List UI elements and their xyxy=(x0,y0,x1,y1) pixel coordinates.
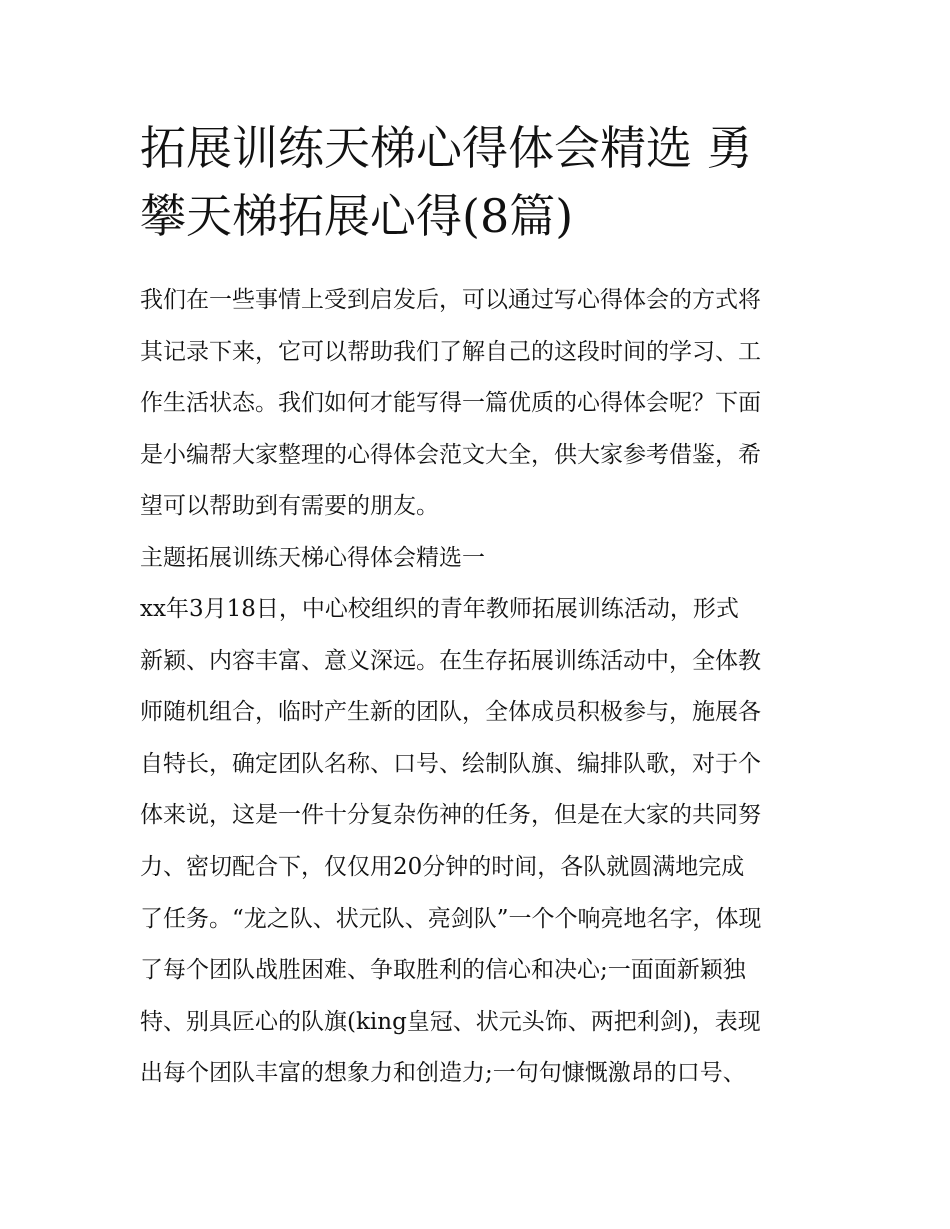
article-line: 出每个团队丰富的想象力和创造力;一句句慷慨激昂的口号、 xyxy=(140,1060,746,1087)
section-heading xyxy=(140,541,820,593)
intro-line: 是小编帮大家整理的心得体会范文大全，供大家参考借鉴，希 xyxy=(140,441,761,468)
article-line: 了任务。“龙之队、状元队、亮剑队”一个个响亮地名字，体现 xyxy=(140,905,762,932)
document-title xyxy=(140,114,820,250)
intro-paragraph xyxy=(140,283,820,541)
section-heading-text: 主题拓展训练天梯心得体会精选一 xyxy=(140,545,485,571)
article-line: 自特长，确定团队名称、口号、绘制队旗、编排队歌，对于个 xyxy=(140,750,761,777)
title-line: 拓展训练天梯心得体会精选 勇 xyxy=(140,121,753,175)
article-line: xx年3月18日，中心校组织的青年教师拓展训练活动，形式 xyxy=(140,596,739,622)
article-paragraph xyxy=(140,592,820,1108)
article-line: 力、密切配合下，仅仅用20分钟的时间，各队就圆满地完成 xyxy=(140,853,745,880)
article-line: 体来说，这是一件十分复杂伤神的任务，但是在大家的共同努 xyxy=(140,802,761,829)
intro-line: 其记录下来，它可以帮助我们了解自己的这段时间的学习、工 xyxy=(140,338,761,365)
intro-line: 我们在一些事情上受到启发后，可以通过写心得体会的方式将 xyxy=(140,287,761,313)
intro-line: 作生活状态。我们如何才能写得一篇优质的心得体会呢？下面 xyxy=(140,390,761,417)
title-line: 攀天梯拓展心得(8篇) xyxy=(140,189,574,243)
article-line: 了每个团队战胜困难、争取胜利的信心和决心;一面面新颖独 xyxy=(140,957,746,984)
article-line: 师随机组合，临时产生新的团队，全体成员积极参与，施展各 xyxy=(140,699,761,726)
article-line: 特、别具匠心的队旗(king皇冠、状元头饰、两把利剑)，表现 xyxy=(140,1008,761,1035)
article-line: 新颖、内容丰富、意义深远。在生存拓展训练活动中，全体教 xyxy=(140,647,761,674)
intro-line: 望可以帮助到有需要的朋友。 xyxy=(140,493,439,520)
